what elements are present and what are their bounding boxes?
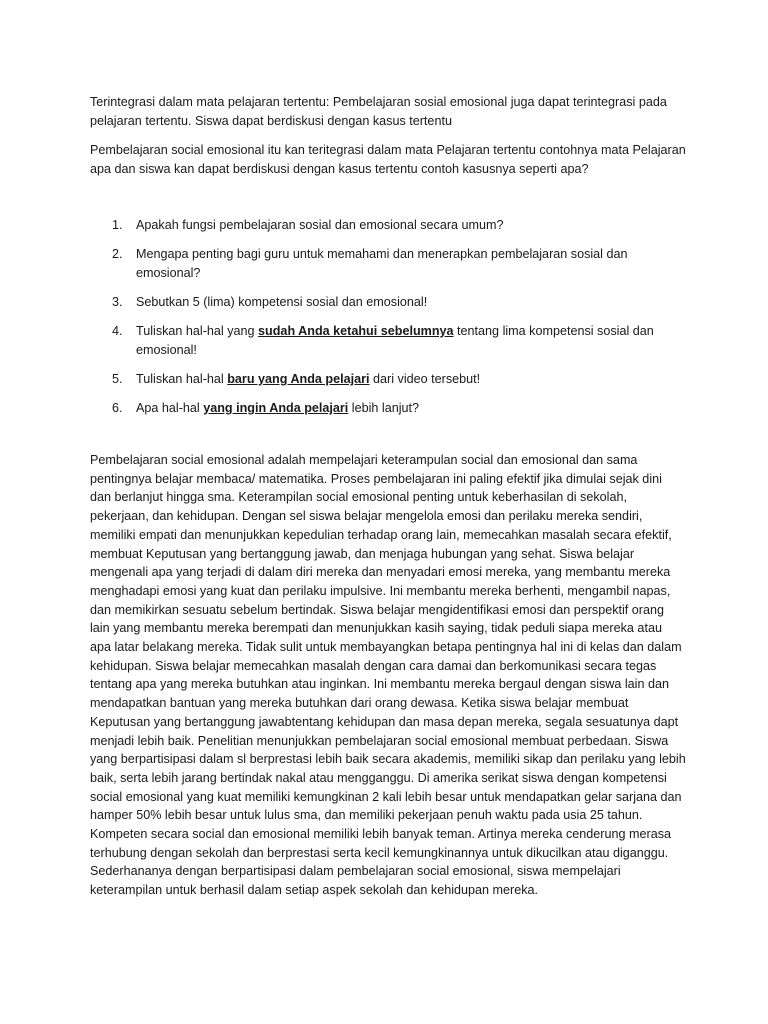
question-item-4 [90, 322, 686, 360]
question-text-after: tentang lima kompetensi sosial dan emosional! [136, 324, 654, 357]
question-text-before: Tuliskan hal-hal [136, 372, 228, 386]
intro-paragraph-1: Terintegrasi dalam mata pelajaran tertentu: Pembelajaran sosial emosional juga dapat terintegrasi pada pelajaran tertentu. Siswa dapat berdiskusi dengan kasus tertentu [90, 95, 667, 128]
question-item-3 [90, 293, 686, 312]
essay-paragraph: Pembelajaran social emosional adalah mempelajari keterampulan social dan emosional dan sama pentingnya belajar membaca/ matematika. Proses pembelajaran ini paling efektif jika dimulai sejak dini dan berlanjut hingga sma. Keterampilan social emosional penting untuk keberhasilan di sekolah, pekerjaan, dan kehidupan. Dengan sel siswa belajar mengelola emosi dan perilaku mereka sendiri, memiliki empati dan menunjukkan kepedulian terhadap orang lain, memecahkan masalah secara efektif, membuat Keputusan yang bertanggung jawab, dan menjaga hubungan yang sehat. Siswa belajar mengenali apa yang terjadi di dalam diri mereka dan menyadari emosi mereka, yang membantu mereka menghadapi emosi yang kuat dan perilaku impulsive. Ini membantu mereka berhenti, mengambil napas, dan memikirkan sesuatu sebelum bertindak. Siswa belajar mengidentifikasi emosi dan perspektif orang lain yang membantu mereka berempati dan menunjukkan kasih saying, tidak peduli siapa mereka atau apa latar belakang mereka. Tidak sulit untuk membayangkan betapa pentingnya hal ini di kelas dan dalam kehidupan. Siswa belajar memecahkan masalah dengan cara damai dan berkomunikasi secara tegas tentang apa yang mereka butuhkan atau inginkan. Ini membantu mereka bergaul dengan siswa lain dan mendapatkan bantuan yang mereka butuhkan dari orang dewasa. Ketika siswa belajar membuat Keputusan yang bertanggung jawabtentang kehidupan dan masa depan mereka, segala sesuatunya dapt menjadi lebih baik. Penelitian menunjukkan pembelajaran social emosional membuat perbedaan. Siswa yang berpartisipasi dalam sl berprestasi lebih baik secara akademis, memiliki sikap dan perilaku yang lebih baik, serta lebih jarang bertindak nakal atau mengganggu. Di amerika serikat siswa dengan kompetensi social emosional yang kuat memiliki kemungkinan 2 kali lebih besar untuk mendapatkan gelar sarjana dan hamper 50% lebih besar untuk lulus sma, dan memiliki pekerjaan penuh waktu pada usia 25 tahun. Kompeten secara social dan emosional memiliki lebih banyak teman. Artinya mereka cenderung merasa terhubung dengan sekolah dan berprestasi serta kecil kemungkinannya untuk dikucilkan atau diganggu. Sederhananya dengan berpartisipasi dalam pembelajaran social emosional, siswa mempelajari keterampilan untuk berhasil dalam setiap aspek sekolah dan kehidupan mereka. [90, 453, 686, 898]
question-text: Mengapa penting bagi guru untuk memahami dan menerapkan pembelajaran sosial dan emosional? [136, 247, 628, 280]
question-text-before: Apa hal-hal [136, 401, 204, 415]
question-emphasis: baru yang Anda pelajari [227, 372, 370, 386]
question-emphasis: yang ingin Anda pelajari [203, 401, 349, 415]
question-number: 4. [112, 324, 123, 338]
question-number: 5. [112, 372, 123, 386]
question-emphasis: sudah Anda ketahui sebelumnya [258, 324, 454, 338]
question-item-5 [90, 370, 686, 389]
question-item-6 [90, 399, 686, 418]
question-text: Sebutkan 5 (lima) kompetensi sosial dan emosional! [136, 295, 428, 309]
intro-paragraph-2: Pembelajaran social emosional itu kan teritegrasi dalam mata Pelajaran tertentu contohnya mata Pelajaran apa dan siswa kan dapat berdiskusi dengan kasus tertentu contoh kasusnya seperti apa? [90, 143, 686, 176]
question-item-2 [90, 245, 686, 283]
question-list [90, 216, 686, 418]
question-number: 2. [112, 247, 123, 261]
question-text-after: dari video tersebut! [369, 372, 481, 386]
question-text-before: Tuliskan hal-hal yang [136, 324, 259, 338]
question-text-after: lebih lanjut? [348, 401, 420, 415]
question-number: 3. [112, 295, 123, 309]
question-text: Apakah fungsi pembelajaran sosial dan emosional secara umum? [136, 218, 504, 232]
question-number: 6. [112, 401, 123, 415]
question-number: 1. [112, 218, 123, 232]
question-item-1 [90, 216, 686, 235]
